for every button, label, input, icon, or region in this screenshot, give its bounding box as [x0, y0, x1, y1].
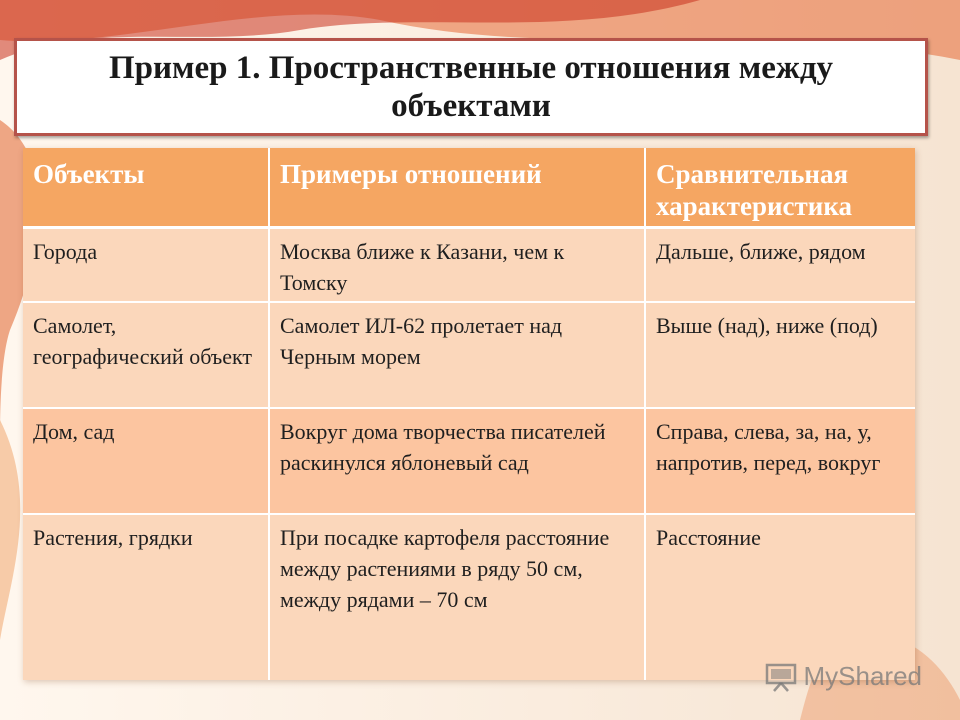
cell-characteristic: Выше (над), ниже (под): [645, 302, 915, 408]
cell-example: Москва ближе к Казани, чем к Томску: [269, 228, 645, 302]
cell-objects: Самолет, географический объект: [23, 302, 269, 408]
slide-title-box: [14, 38, 928, 136]
cell-objects: Растения, грядки: [23, 514, 269, 680]
watermark-text: MyShared: [803, 661, 922, 691]
relations-table: [23, 148, 915, 680]
table-row: [23, 302, 915, 408]
cell-characteristic: Расстояние: [645, 514, 915, 680]
table-row: [23, 514, 915, 680]
cell-example: Самолет ИЛ-62 пролетает над Черным морем: [269, 302, 645, 408]
table-row: [23, 408, 915, 514]
myshared-watermark: [764, 661, 923, 692]
column-header-examples: Примеры отношений: [269, 148, 645, 228]
column-header-objects: Объекты: [23, 148, 269, 228]
presentation-board-icon: [764, 662, 798, 692]
table-row: [23, 228, 915, 302]
cell-characteristic: Дальше, ближе, рядом: [645, 228, 915, 302]
slide-title: Пример 1. Пространственные отношения между объектами: [108, 50, 834, 124]
cell-example: При посадке картофеля расстояние между растениями в ряду 50 см, между рядами – 70 см: [269, 514, 645, 680]
cell-characteristic: Справа, слева, за, на, у, напротив, перед, вокруг: [645, 408, 915, 514]
column-header-characteristics: Сравнительная характеристика: [645, 148, 915, 228]
cell-objects: Дом, сад: [23, 408, 269, 514]
cell-objects: Города: [23, 228, 269, 302]
table-header-row: [23, 148, 915, 228]
cell-example: Вокруг дома творчества писателей раскинулся яблоневый сад: [269, 408, 645, 514]
